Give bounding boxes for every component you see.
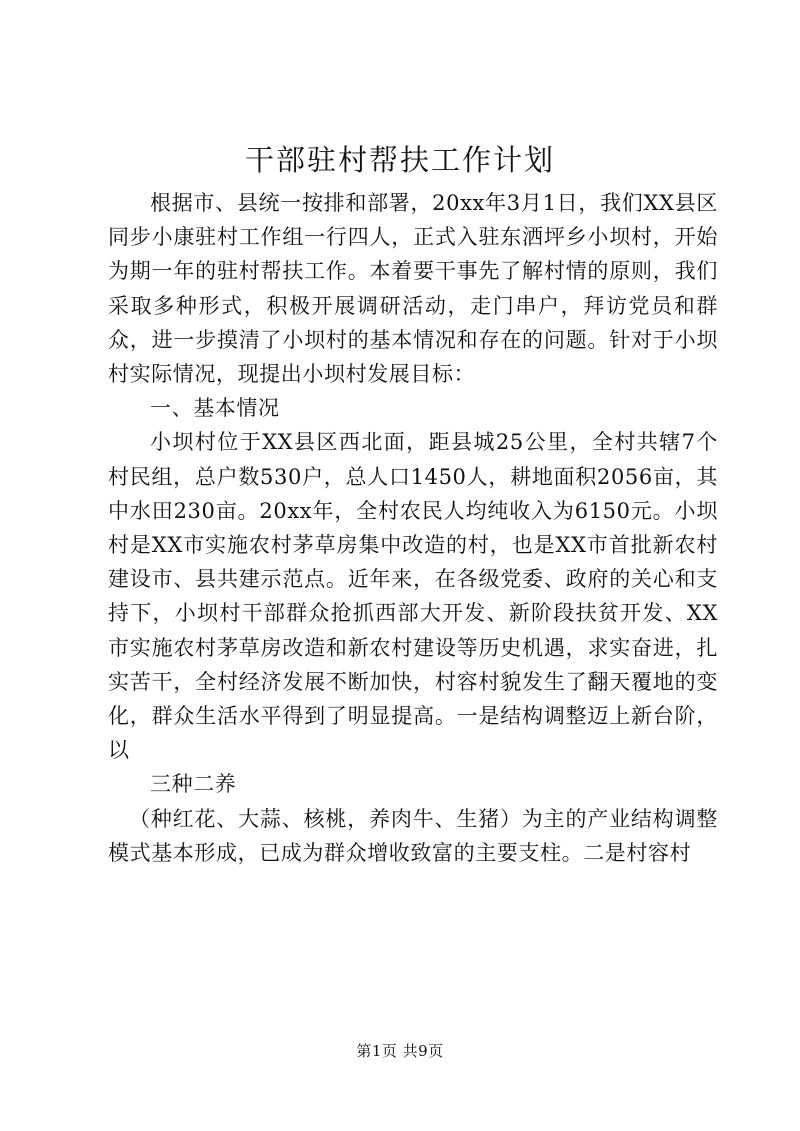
paragraph-industry-structure: （种红花、大蒜、核桃，养肉牛、生猪）为主的产业结构调整模式基本形成，已成为群众增收致富的主要支柱。二是村容村: [108, 806, 718, 865]
paragraph-fragment: 三种二养: [150, 772, 237, 797]
paragraph-intro: 根据市、县统一按排和部署，20xx年3月1日，我们XX县区同步小康驻村工作组一行四人，正式入驻东洒坪乡小坝村，开始为期一年的驻村帮扶工作。本着要干事先了解村情的原则，我们采取多种形式，积极开展调研活动，走门串户，拜访党员和群众，进一步摸清了小坝村的基本情况和存在的问题。针对于小坝村实际情况，现提出小坝村发展目标：: [108, 191, 718, 387]
document-title: 干部驻村帮扶工作计划: [244, 143, 555, 177]
section-heading-basic-info: 一、基本情况: [150, 396, 280, 421]
document-body: [108, 186, 718, 870]
paragraph-basic-info: 小坝村位于XX县区西北面，距县城25公里，全村共辖7个村民组，总户数530户，总人口1450人，耕地面积2056亩，其中水田230亩。20xx年，全村农民人均纯收入为6150元。小坝村是XX市实施农村茅草房集中改造的村，也是XX市首批新农村建设市、县共建示范点。近年来，在各级党委、政府的关心和支持下，小坝村干部群众抢抓西部大开发、新阶段扶贫开发、XX市实施农村茅草房改造和新农村建设等历史机遇，求实奋进，扎实苦干，全村经济发展不断加快，村容村貌发生了翻天覆地的变化，群众生活水平得到了明显提高。一是结构调整迈上新台阶，以: [108, 430, 718, 763]
page-number-footer: 第1页 共9页: [356, 1042, 444, 1060]
